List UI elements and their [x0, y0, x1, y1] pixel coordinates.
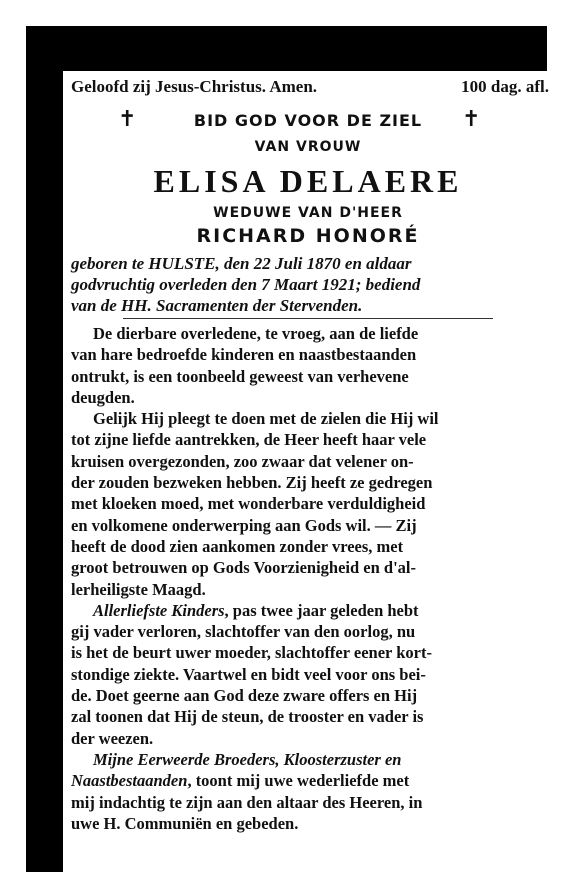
body-line: Gelijk Hij pleegt te doen met de zielen die Hij wil: [93, 409, 439, 429]
deceased-name: ELISA DELAERE: [153, 163, 463, 199]
body-line: stondige ziekte. Vaartwel en bidt veel voor ons bei-: [71, 664, 426, 684]
memorial-card: [63, 71, 553, 881]
body-line: kruisen overgezonden, zoo zwaar dat velener on-: [71, 451, 414, 471]
body-line: De dierbare overledene, te vroeg, aan de liefde: [93, 324, 419, 343]
address-relatives: Naastbestaanden: [71, 771, 188, 791]
body-line: zal toonen dat Hij de steun, de trooster en vader is: [71, 707, 424, 727]
body-text: [71, 323, 547, 834]
body-line: mij indachtig te zijn aan den altaar des Heeren, in: [71, 792, 423, 812]
body-line: groot betrouwen op Gods Voorzienigheid en d'al-: [71, 558, 417, 578]
body-line: is het de beurt uwer moeder, slachtoffer eener kort-: [71, 643, 432, 663]
address-brothers: Mijne Eerweerde Broeders, Kloosterzuster en: [93, 749, 402, 769]
prayer-text: BID GOD VOOR DE ZIEL: [193, 111, 423, 130]
body-line: de. Doet geerne aan God deze zware offers en Hij: [71, 686, 418, 706]
body-line: der zouden bezweken hebben. Zij heeft ze gedregen: [71, 473, 433, 493]
husband-name: RICHARD HONORÉ: [196, 225, 420, 247]
body-line: der weezen.: [71, 728, 154, 748]
widow-of: WEDUWE VAN D'HEER: [213, 205, 403, 221]
header-line: [71, 77, 549, 99]
address-children: Allerliefste Kinders: [93, 600, 225, 620]
body-line: met kloeken moed, met wonderbare verduldigheid: [71, 494, 426, 514]
body-line: tot zijne liefde aantrekken, de Heer heeft haar vele: [71, 430, 427, 450]
van-vrouw: VAN VROUW: [254, 139, 362, 155]
praise-text: Geloofd zij Jesus-Christus. Amen.: [71, 77, 318, 96]
body-line: heeft de dood zien aankomen zonder vrees, met: [71, 536, 404, 556]
body-line: [71, 749, 547, 770]
bio-line: godvruchtig overleden den 7 Maart 1921; bediend: [71, 275, 421, 294]
body-line-rest: , toont mij uwe wederliefde met: [187, 771, 410, 791]
body-line: gij vader verloren, slachtoffer van den oorlog, nu: [71, 622, 416, 642]
prayer-line: [63, 107, 553, 135]
body-line: lerheiligste Maagd.: [71, 579, 206, 599]
body-line: deugden.: [71, 387, 135, 407]
body-line-rest: , pas twee jaar geleden hebt: [224, 600, 419, 620]
biography: [71, 253, 547, 316]
bio-line: geboren te HULSTE, den 22 Juli 1870 en aldaar: [71, 254, 412, 273]
bio-line: van de HH. Sacramenten der Stervenden.: [71, 296, 363, 315]
body-line: ontrukt, is een toonbeeld geweest van verhevene: [71, 366, 409, 386]
cross-icon: ✝: [462, 107, 482, 132]
divider: [123, 318, 493, 319]
body-line: [71, 600, 547, 621]
body-line: van hare bedroefde kinderen en naastbestaanden: [71, 345, 417, 365]
body-line: uwe H. Communiën en gebeden.: [71, 813, 299, 833]
memorial-card-border: [26, 26, 547, 872]
cross-icon: ✝: [118, 107, 138, 132]
body-line: [71, 770, 547, 791]
indulgence-text: 100 dag. afl.: [461, 77, 549, 96]
body-line: en volkomene onderwerping aan Gods wil. — Zij: [71, 515, 417, 535]
